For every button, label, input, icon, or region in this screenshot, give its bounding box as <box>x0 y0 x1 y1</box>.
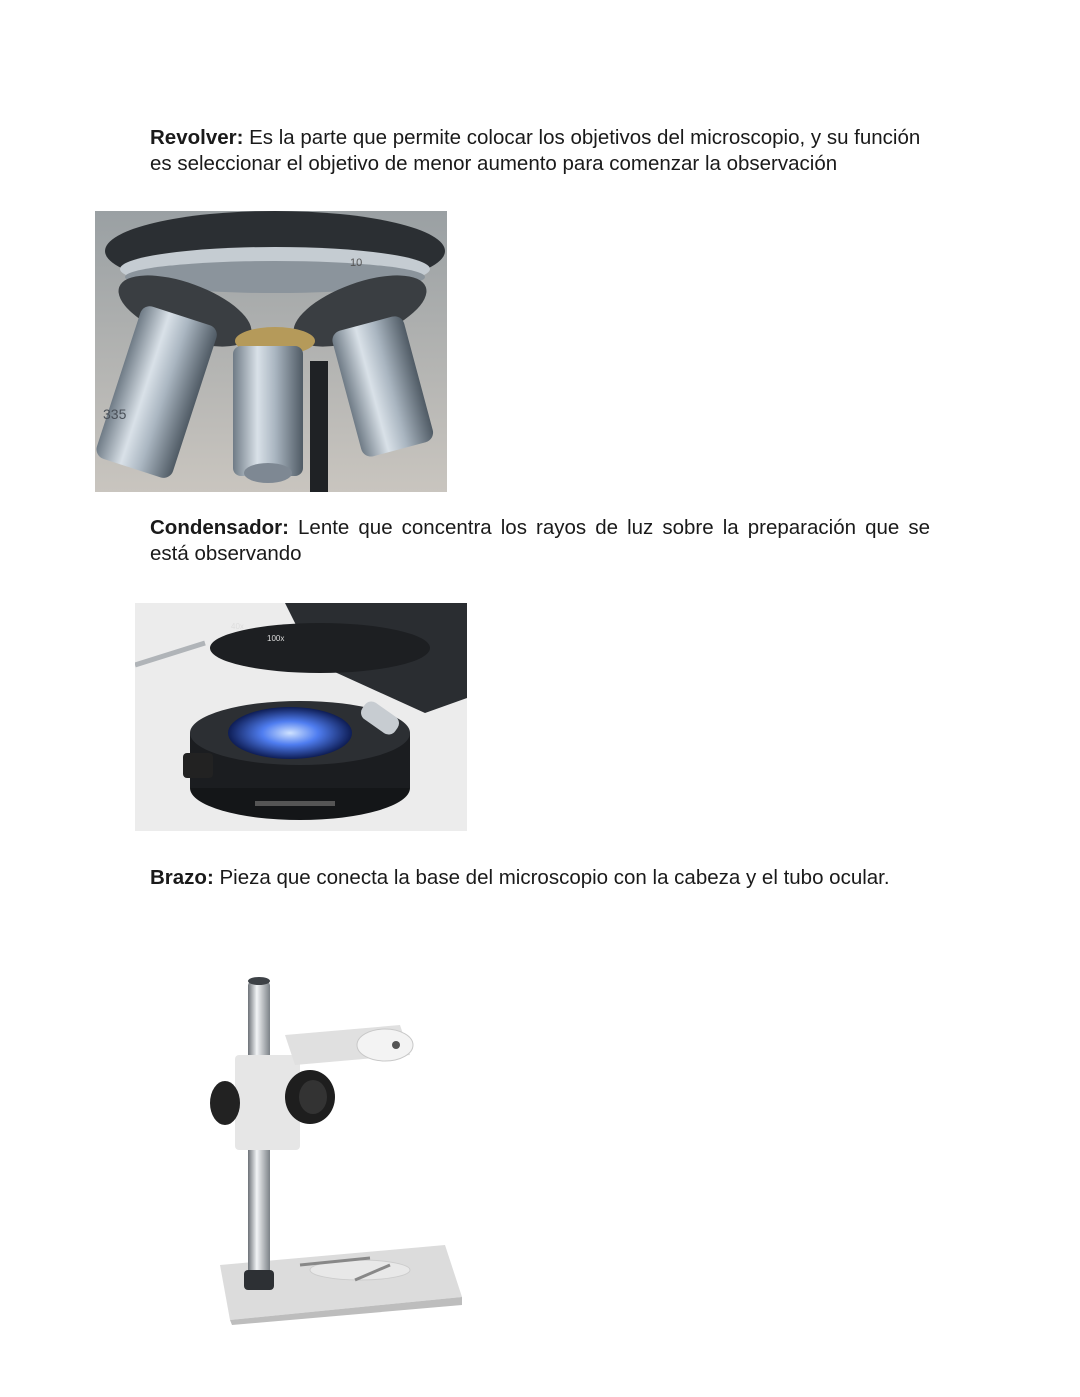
condenser-term: Condensador: <box>150 516 289 539</box>
arm-term: Brazo: <box>150 866 214 889</box>
condenser-scale-a: 40x <box>231 622 244 631</box>
revolver-description: Es la parte que permite colocar los objetivos del microscopio, y su función es seleccionar el objetivo de menor aumento para comenzar la observación <box>150 126 921 175</box>
condenser-paragraph <box>150 515 930 567</box>
revolver-photo <box>95 211 447 492</box>
revolver-marking: 10 <box>350 257 363 269</box>
revolver-objective-code: 335 <box>103 406 127 422</box>
arm-paragraph <box>150 865 930 891</box>
arm-stand-photo <box>200 975 465 1325</box>
condenser-scale-b: 100x <box>267 634 285 643</box>
arm-description: Pieza que conecta la base del microscopio con la cabeza y el tubo ocular. <box>213 866 890 889</box>
revolver-term: Revolver: <box>150 126 244 149</box>
revolver-paragraph <box>150 125 930 177</box>
condenser-photo <box>135 603 467 831</box>
condenser-description: Lente que concentra los rayos de luz sobre la preparación que se está observando <box>150 516 930 565</box>
